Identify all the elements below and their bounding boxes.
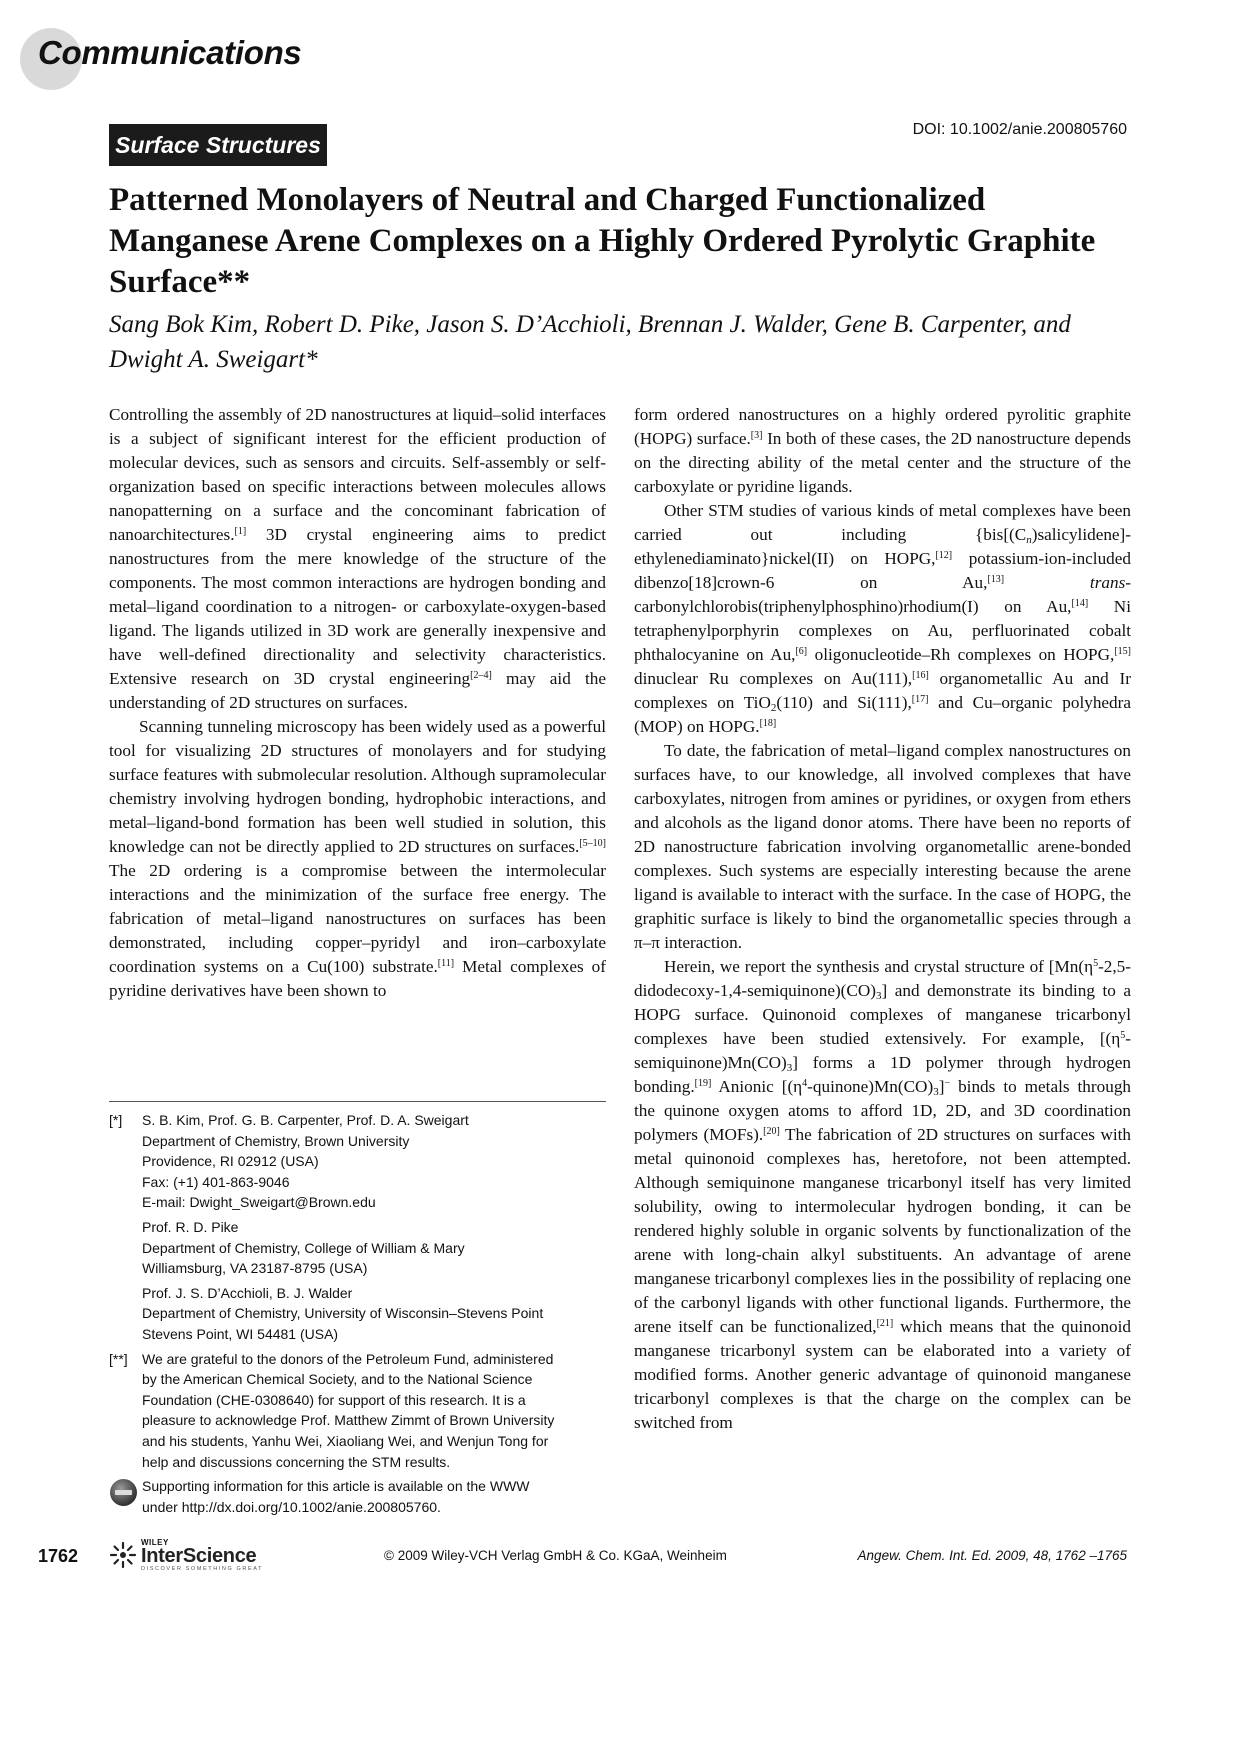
body-paragraph: To date, the fabrication of metal–ligand complex nanostructures on surfaces have, to our knowledge, all involved complexes that have carboxylates, nitrogen from amines or pyridines, or oxygen from ethers and alcohols as the ligand donor atoms. There have been no reports of 2D nanostructure fabrication involving organometallic arene-bonded complexes. Such systems are especially interesting because the arene ligand is available to interact with the surface. In the case of HOPG, the graphitic surface is likely to bind the organometallic species through a π–π interaction. (634, 741, 1131, 952)
footnotes (109, 1110, 606, 1520)
interscience-logo[interactable] (109, 1537, 289, 1573)
acknowledgement-line: We are grateful to the donors of the Petroleum Fund, administered (142, 1350, 554, 1367)
acknowledgement-footnote (109, 1349, 606, 1473)
affiliation-line: Providence, RI 02912 (USA) (142, 1153, 319, 1170)
acknowledgement-line: pleasure to acknowledge Prof. Matthew Zimmt of Brown University (142, 1412, 555, 1429)
body-paragraph: Herein, we report the synthesis and crystal structure of $[Mn(\eta^5-2,5-didodecoxy-1,4-semiquinone)(CO)_3]$ and demonstrate its binding to a HOPG surface. Quinonoid complexes of manganese tricarbonyl complexes have been studied extensively. For example, $[(\eta^5-semiquinone)Mn(CO)_3]$ forms a 1D polymer through hydrogen bonding.[19] Anionic $[(\eta^4-quinone)Mn(CO)_3]^-$ binds to metals through the quinone oxygen atoms to afford 1D, 2D, and 3D coordination polymers (MOFs).[20] The fabrication of 2D structures on surfaces with metal quinonoid complexes has, heretofore, not been attempted. Although semiquinone manganese tricarbonyl itself has very limited solubility, owing to intermolecular hydrogen bonding, it can be rendered highly soluble in organic solvents by functionalization of the arene with long-chain alkyl substituents. An advantage of arene manganese tricarbonyl complexes lies in the possibility of replacing one of the carbonyl ligands with other functional ligands. Furthermore, the arene itself can be functionalized,[21] which means that the quinonoid manganese tricarbonyl system can be elaborated into a variety of modified forms. Another generic advantage of quinonoid manganese tricarbonyl complexes is that the charge on the complex can be switched from (634, 957, 1132, 1432)
journal-citation: Angew. Chem. Int. Ed. 2009, 48, 1762 –1765 (857, 1548, 1127, 1563)
cd-disc-icon (110, 1479, 137, 1506)
article-title: Patterned Monolayers of Neutral and Charged Functionalized Manganese Arene Complexes on a Highly Ordered Pyrolytic Graphite Surface** (109, 182, 1096, 300)
page-footer (0, 1535, 1241, 1575)
affiliation-line: Department of Chemistry, University of Wisconsin–Stevens Point (142, 1305, 544, 1322)
acknowledgement-line: help and discussions concerning the STM results. (142, 1453, 451, 1470)
author-list: Sang Bok Kim, Robert D. Pike, Jason S. D’Acchioli, Brennan J. Walder, Gene B. Carpenter, and Dwight A. Sweigart* (109, 311, 1071, 373)
affiliation-line: Department of Chemistry, Brown University (142, 1132, 410, 1149)
logo-name-text: InterScience (141, 1545, 257, 1567)
doi-text[interactable]: DOI: 10.1002/anie.200805760 (912, 121, 1127, 138)
star-logo-icon (109, 1541, 137, 1569)
body-column-right (634, 403, 1131, 1435)
body-column-left (109, 403, 606, 1003)
acknowledgement-line: Foundation (CHE-0308640) for support of this research. It is a (142, 1391, 526, 1408)
logo-wiley-text: WILEY (141, 1538, 169, 1547)
body-paragraph: Scanning tunneling microscopy has been widely used as a powerful tool for visualizing 2D structures of monolayers and for studying surface features with submolecular resolution. Although supramolecular chemistry involving hydrogen bonding, hydrophobic interactions, and metal–ligand-bond formation has been well studied in solution, this knowledge can not be directly applied to 2D structures on surfaces.[5–10] The 2D ordering is a compromise between the intermolecular interactions and the minimization of the surface free energy. The fabrication of metal–ligand nanostructures on surfaces has been demonstrated, including copper–pyridyl and iron–carboxylate coordination systems on a Cu(100) substrate.[11] Metal complexes of pyridine derivatives have been shown to (109, 717, 606, 1000)
copyright-notice: © 2009 Wiley-VCH Verlag GmbH & Co. KGaA, Weinheim (384, 1548, 727, 1563)
page-number: 1762 (38, 1546, 79, 1566)
email-link[interactable]: E-mail: Dwight_Sweigart@Brown.edu (142, 1194, 376, 1211)
footnote-divider (109, 1101, 606, 1102)
supporting-info-footnote (109, 1476, 606, 1517)
affiliation-line: Fax: (+1) 401-863-9046 (142, 1173, 290, 1190)
logo-tagline: DISCOVER SOMETHING GREAT (141, 1566, 264, 1572)
affiliation-line: Prof. J. S. D’Acchioli, B. J. Walder (142, 1284, 353, 1301)
acknowledgement-line: and his students, Yanhu Wei, Xiaoliang Wei, and Wenjun Tong for (142, 1432, 549, 1449)
body-paragraph: Other STM studies of various kinds of metal complexes have been carried out including $\{bis[(C_n)salicylidene]-ethylenediaminato\}nickel(II)$ on HOPG,[12] potassium-ion-included dibenzo[18]crown-6 on Au,[13] trans-carbonylchlorobis(triphenylphosphino)rhodium(I) on Au,[14] Ni tetraphenylporphyrin complexes on Au, perfluorinated cobalt phthalocyanine on Au,[6] oligonucleotide–Rh complexes on HOPG,[15] dinuclear Ru complexes on Au(111),[16] organometallic Au and Ir complexes on TiO$_2$(110) and Si(111),[17] and Cu–organic polyhedra (MOP) on HOPG.[18] (634, 501, 1131, 736)
footnote-mark: [**] (109, 1350, 128, 1367)
acknowledgement-line: by the American Chemical Society, and to the National Science (142, 1371, 533, 1388)
footnote-mark: [*] (109, 1112, 123, 1128)
affiliation-line: Williamsburg, VA 23187-8795 (USA) (142, 1260, 368, 1277)
affiliation-footnote (109, 1110, 606, 1345)
affiliation-line: Prof. R. D. Pike (142, 1218, 239, 1235)
section-badge: Surface Structures (109, 124, 327, 166)
body-paragraph: form ordered nanostructures on a highly ordered pyrolitic graphite (HOPG) surface.[3] In both of these cases, the 2D nanostructure depends on the directing ability of the metal center and the structure of the carboxylate or pyridine ligands. (634, 405, 1131, 496)
supporting-info-link[interactable]: under http://dx.doi.org/10.1002/anie.200805760. (142, 1498, 441, 1515)
affiliation-line: S. B. Kim, Prof. G. B. Carpenter, Prof. D. A. Sweigart (142, 1112, 469, 1128)
journal-section-label: Communications (38, 34, 302, 71)
body-paragraph: Controlling the assembly of 2D nanostructures at liquid–solid interfaces is a subject of significant interest for the efficient production of molecular devices, such as sensors and circuits. Self-assembly or self-organization based on specific interactions between molecules allows nanopatterning on a surface and the concominant fabrication of nanoarchitectures.[1] 3D crystal engineering aims to predict nanostructures from the mere knowledge of the structure of the components. The most common interactions are hydrogen bonding and metal–ligand coordination to a nitrogen- or carboxylate-oxygen-based ligand. The ligands utilized in 3D work are generally inexpensive and have well-defined directionality and selectivity characteristics. Extensive research on 3D crystal engineering[2–4] may aid the understanding of 2D structures on surfaces. (109, 405, 606, 712)
supporting-info-line: Supporting information for this article is available on the WWW (142, 1478, 530, 1495)
affiliation-line: Department of Chemistry, College of William & Mary (142, 1239, 465, 1256)
affiliation-line: Stevens Point, WI 54481 (USA) (142, 1325, 339, 1342)
